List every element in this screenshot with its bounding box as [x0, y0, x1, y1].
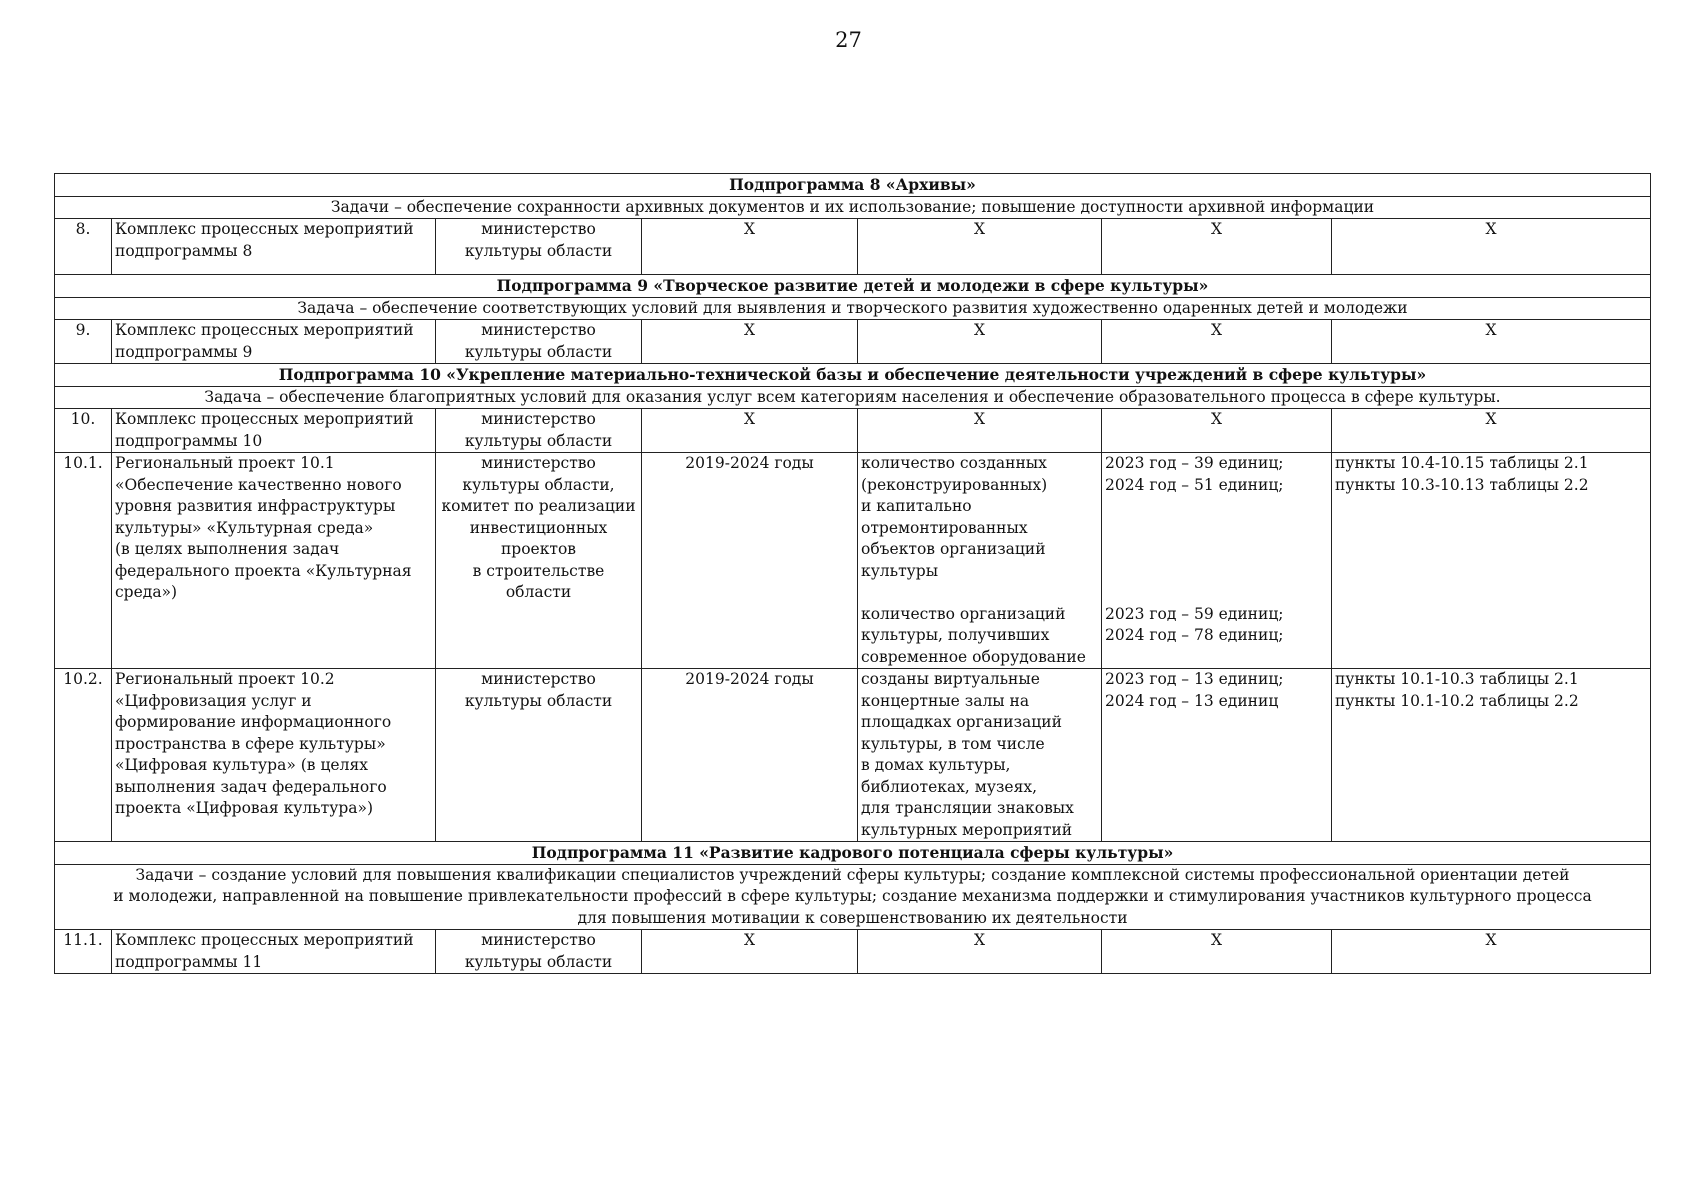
- section-title-row: [55, 174, 1651, 197]
- table-row: [55, 320, 1651, 364]
- row-name: Комплекс процессных мероприятий подпрограммы 9: [112, 320, 436, 364]
- row-responsible: министерство культуры области: [436, 320, 642, 364]
- row-values: Х: [1102, 409, 1332, 453]
- row-link: Х: [1332, 409, 1651, 453]
- section-task: Задача – обеспечение благоприятных условий для оказания услуг всем категориям населения и обеспечение образовательного процесса в сфере культуры.: [55, 386, 1651, 409]
- table-row: [55, 219, 1651, 275]
- row-link: Х: [1332, 320, 1651, 364]
- row-name: Комплекс процессных мероприятий подпрограммы 8: [112, 219, 436, 275]
- row-name: Комплекс процессных мероприятий подпрограммы 10: [112, 409, 436, 453]
- row-number: 10.2.: [55, 669, 112, 842]
- row-name: Комплекс процессных мероприятий подпрограммы 11: [112, 930, 436, 974]
- table-row: [55, 669, 1651, 842]
- section-title: Подпрограмма 9 «Творческое развитие детей и молодежи в сфере культуры»: [55, 275, 1651, 298]
- section-task: Задача – обеспечение соответствующих условий для выявления и творческого развития художественно одаренных детей и молодежи: [55, 297, 1651, 320]
- row-link: пункты 10.1-10.3 таблицы 2.1 пункты 10.1-10.2 таблицы 2.2: [1332, 669, 1651, 842]
- row-values: Х: [1102, 219, 1332, 275]
- row-result: Х: [858, 320, 1102, 364]
- section-title-row: [55, 842, 1651, 865]
- row-result: количество созданных (реконструированных) и капитально отремонтированных объектов организаций культуры количество организаций культуры, получивших современное оборудование: [858, 453, 1102, 669]
- row-result: Х: [858, 219, 1102, 275]
- row-number: 10.: [55, 409, 112, 453]
- row-period: 2019-2024 годы: [642, 453, 858, 669]
- section-task-row: [55, 864, 1651, 930]
- section-task-row: [55, 386, 1651, 409]
- row-period: Х: [642, 409, 858, 453]
- row-values: Х: [1102, 930, 1332, 974]
- row-period: 2019-2024 годы: [642, 669, 858, 842]
- row-responsible: министерство культуры области: [436, 409, 642, 453]
- section-task-row: [55, 196, 1651, 219]
- row-result: Х: [858, 409, 1102, 453]
- row-name: Региональный проект 10.1 «Обеспечение качественно нового уровня развития инфраструктуры культуры» «Культурная среда» (в целях выполнения задач федерального проекта «Культурная среда»): [112, 453, 436, 669]
- row-values: Х: [1102, 320, 1332, 364]
- row-period: Х: [642, 219, 858, 275]
- section-task: Задачи – создание условий для повышения квалификации специалистов учреждений сферы культуры; создание комплексной системы профессиональной ориентации детей и молодежи, направленной на повышение привлекательности профессий в сфере культуры; создание механизма поддержки и стимулирования участников культурного процесса для повышения мотивации к совершенствованию их деятельности: [55, 864, 1651, 930]
- section-task: Задачи – обеспечение сохранности архивных документов и их использование; повышение доступности архивной информации: [55, 196, 1651, 219]
- row-number: 9.: [55, 320, 112, 364]
- row-number: 8.: [55, 219, 112, 275]
- row-link: Х: [1332, 930, 1651, 974]
- row-name: Региональный проект 10.2 «Цифровизация услуг и формирование информационного пространства в сфере культуры» «Цифровая культура» (в целях выполнения задач федерального проекта «Цифровая культура»): [112, 669, 436, 842]
- table-row: [55, 453, 1651, 669]
- row-number: 10.1.: [55, 453, 112, 669]
- row-link: Х: [1332, 219, 1651, 275]
- section-title-row: [55, 275, 1651, 298]
- row-period: Х: [642, 320, 858, 364]
- row-result: созданы виртуальные концертные залы на площадках организаций культуры, в том числе в домах культуры, библиотеках, музеях, для трансляции знаковых культурных мероприятий: [858, 669, 1102, 842]
- section-title: Подпрограмма 8 «Архивы»: [55, 174, 1651, 197]
- row-responsible: министерство культуры области: [436, 930, 642, 974]
- section-title-row: [55, 364, 1651, 387]
- row-values: 2023 год – 39 единиц; 2024 год – 51 единиц; 2023 год – 59 единиц; 2024 год – 78 единиц;: [1102, 453, 1332, 669]
- row-values: 2023 год – 13 единиц; 2024 год – 13 единиц: [1102, 669, 1332, 842]
- section-title: Подпрограмма 11 «Развитие кадрового потенциала сферы культуры»: [55, 842, 1651, 865]
- program-table: [54, 173, 1651, 974]
- section-title: Подпрограмма 10 «Укрепление материально-технической базы и обеспечение деятельности учреждений в сфере культуры»: [55, 364, 1651, 387]
- table-row: [55, 409, 1651, 453]
- row-responsible: министерство культуры области, комитет по реализации инвестиционных проектов в строительстве области: [436, 453, 642, 669]
- section-task-row: [55, 297, 1651, 320]
- row-responsible: министерство культуры области: [436, 219, 642, 275]
- row-link: пункты 10.4-10.15 таблицы 2.1 пункты 10.3-10.13 таблицы 2.2: [1332, 453, 1651, 669]
- row-number: 11.1.: [55, 930, 112, 974]
- table-row: [55, 930, 1651, 974]
- row-responsible: министерство культуры области: [436, 669, 642, 842]
- row-period: Х: [642, 930, 858, 974]
- row-result: Х: [858, 930, 1102, 974]
- page-number: 27: [835, 28, 862, 52]
